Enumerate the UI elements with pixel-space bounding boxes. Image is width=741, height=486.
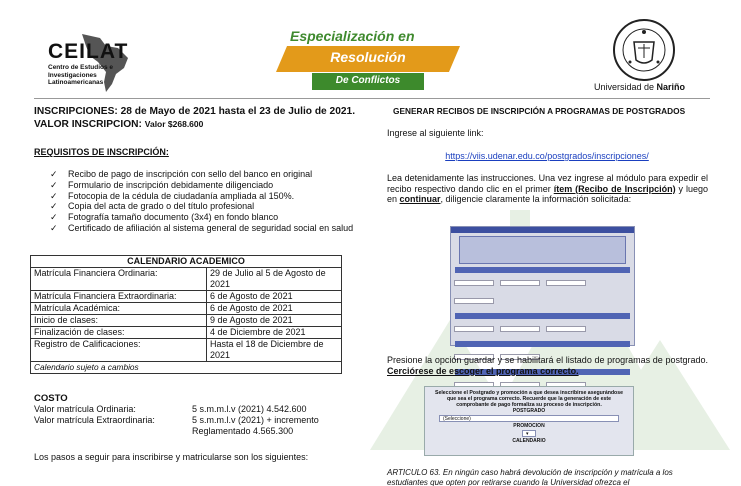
header-divider [34,98,710,99]
list-item: ✓ Fotocopia de la cédula de ciudadanía ampliada al 150%. [50,190,295,201]
table-row: Matrícula Financiera Extraordinaria: 6 de Agosto de 2021 [31,291,342,303]
costo-title: COSTO [34,393,68,404]
list-item: ✓ Fotografía tamaño documento (3x4) en fondo blanco [50,212,279,223]
costo-section [34,393,354,437]
inscripciones-link[interactable]: https://viis.udenar.edu.co/postgrados/inscripciones/ [445,151,649,161]
postgrado-note: Seleccione el Postgrado y promoción a que desea inscribirse asegurándose que sea el programa correcto. Recuerde que la generación de este comprobante de pago formaliza su proceso de inscripción. [435,390,623,408]
postgrado-label: POSTGRADO [512,408,546,414]
valor-inscripcion: VALOR INSCRIPCION: Valor $268.600 [34,119,204,130]
udenar-name: Universidad de Nariño [594,82,686,92]
table-row: Matrícula Financiera Ordinaria: 29 de Julio al 5 de Agosto de 2021 [31,268,342,291]
calendario-label: CALENDARIO [512,438,546,444]
check-icon: ✓ [50,179,58,190]
recibos-title: GENERAR RECIBOS DE INSCRIPCIÓN A PROGRAMAS DE POSTGRADOS [393,106,686,116]
calendario-table [30,255,342,374]
table-row: Finalización de clases: 4 de Diciembre de 2021 [31,327,342,339]
guardar-paragraph: Presione la opción guardar y se habilitará el listado de programas de postgrado. Cerciórese de escoger el programa correcto. [387,355,708,376]
table-row: Registro de Calificaciones: Hasta el 18 de Diciembre de 2021 [31,339,342,362]
ord-value: 5 s.m.m.l.v (2021) 4.542.600 [192,404,307,414]
promocion-select[interactable]: ▾ [522,430,536,437]
banner-line3: De Conflictos [335,75,401,86]
ceilat-logo [14,32,184,102]
banner-line2: Resolución [330,49,406,65]
check-icon: ✓ [50,190,58,201]
table-row: Matrícula Académica: 6 de Agosto de 2021 [31,303,342,315]
pasos-text: Los pasos a seguir para inscribirse y matricularse son los siguientes: [34,452,309,462]
program-banner [276,26,460,92]
postgrado-select[interactable]: (Seleccione) [439,415,619,422]
postgrado-select-screenshot [424,386,634,456]
requisitos-title: REQUISITOS DE INSCRIPCIÓN: [34,147,169,157]
left-column [34,106,354,234]
link-intro: Ingrese al siguiente link: [387,128,484,138]
list-item: ✓ Copia del acta de grado o del título profesional [50,201,255,212]
ceilat-name: CEILAT [48,40,129,63]
calendario-title: CALENDARIO ACADEMICO [31,256,342,268]
table-row [31,362,342,374]
calendario-note: Calendario sujeto a cambios [31,362,342,374]
table-row: Inicio de clases: 9 de Agosto de 2021 [31,315,342,327]
ext-value-2: Reglamentado 4.565.300 [192,426,294,436]
list-item: ✓ Formulario de inscripción debidamente diligenciado [50,179,274,190]
list-item: ✓ Certificado de afiliación al sistema general de seguridad social en salud [50,222,354,233]
check-icon: ✓ [50,169,58,179]
list-item: ✓ Recibo de pago de inscripción con sello del banco en original [50,169,313,179]
check-icon: ✓ [50,212,58,223]
check-icon: ✓ [50,222,58,233]
banner-line1: Especialización en [290,28,415,44]
form-screenshot [450,226,635,346]
promocion-label: PROMOCION [513,423,545,429]
ext-value: 5 s.m.m.l.v (2021) + incremento [192,415,319,425]
ord-label: Valor matrícula Ordinaria: [34,404,136,414]
ext-label: Valor matrícula Extraordinaria: [34,415,155,425]
udenar-logo [590,18,710,96]
requisitos-list [50,169,354,234]
inscripciones-dates: INSCRIPCIONES: 28 de Mayo de 2021 hasta el 23 de Julio de 2021. [34,106,356,117]
table-row [31,256,342,268]
check-icon: ✓ [50,201,58,212]
articulo-63: ARTICULO 63. En ningún caso habrá devolución de inscripción y matrícula a los estudiantes que opten por retirarse cuando la Universidad ofrezca el [387,468,673,486]
instructions-paragraph: Lea detenidamente las instrucciones. Una vez ingrese al módulo para expedir el recibo respectivo dando clic en el primer ítem (Recibo de Inscripción) y luego en continuar, diligencie claramente la información solicitada: [387,173,709,205]
university-seal-icon [612,18,676,82]
ceilat-subtitle: Centro de Estudios e Investigaciones Latinoamericanas [48,64,114,86]
